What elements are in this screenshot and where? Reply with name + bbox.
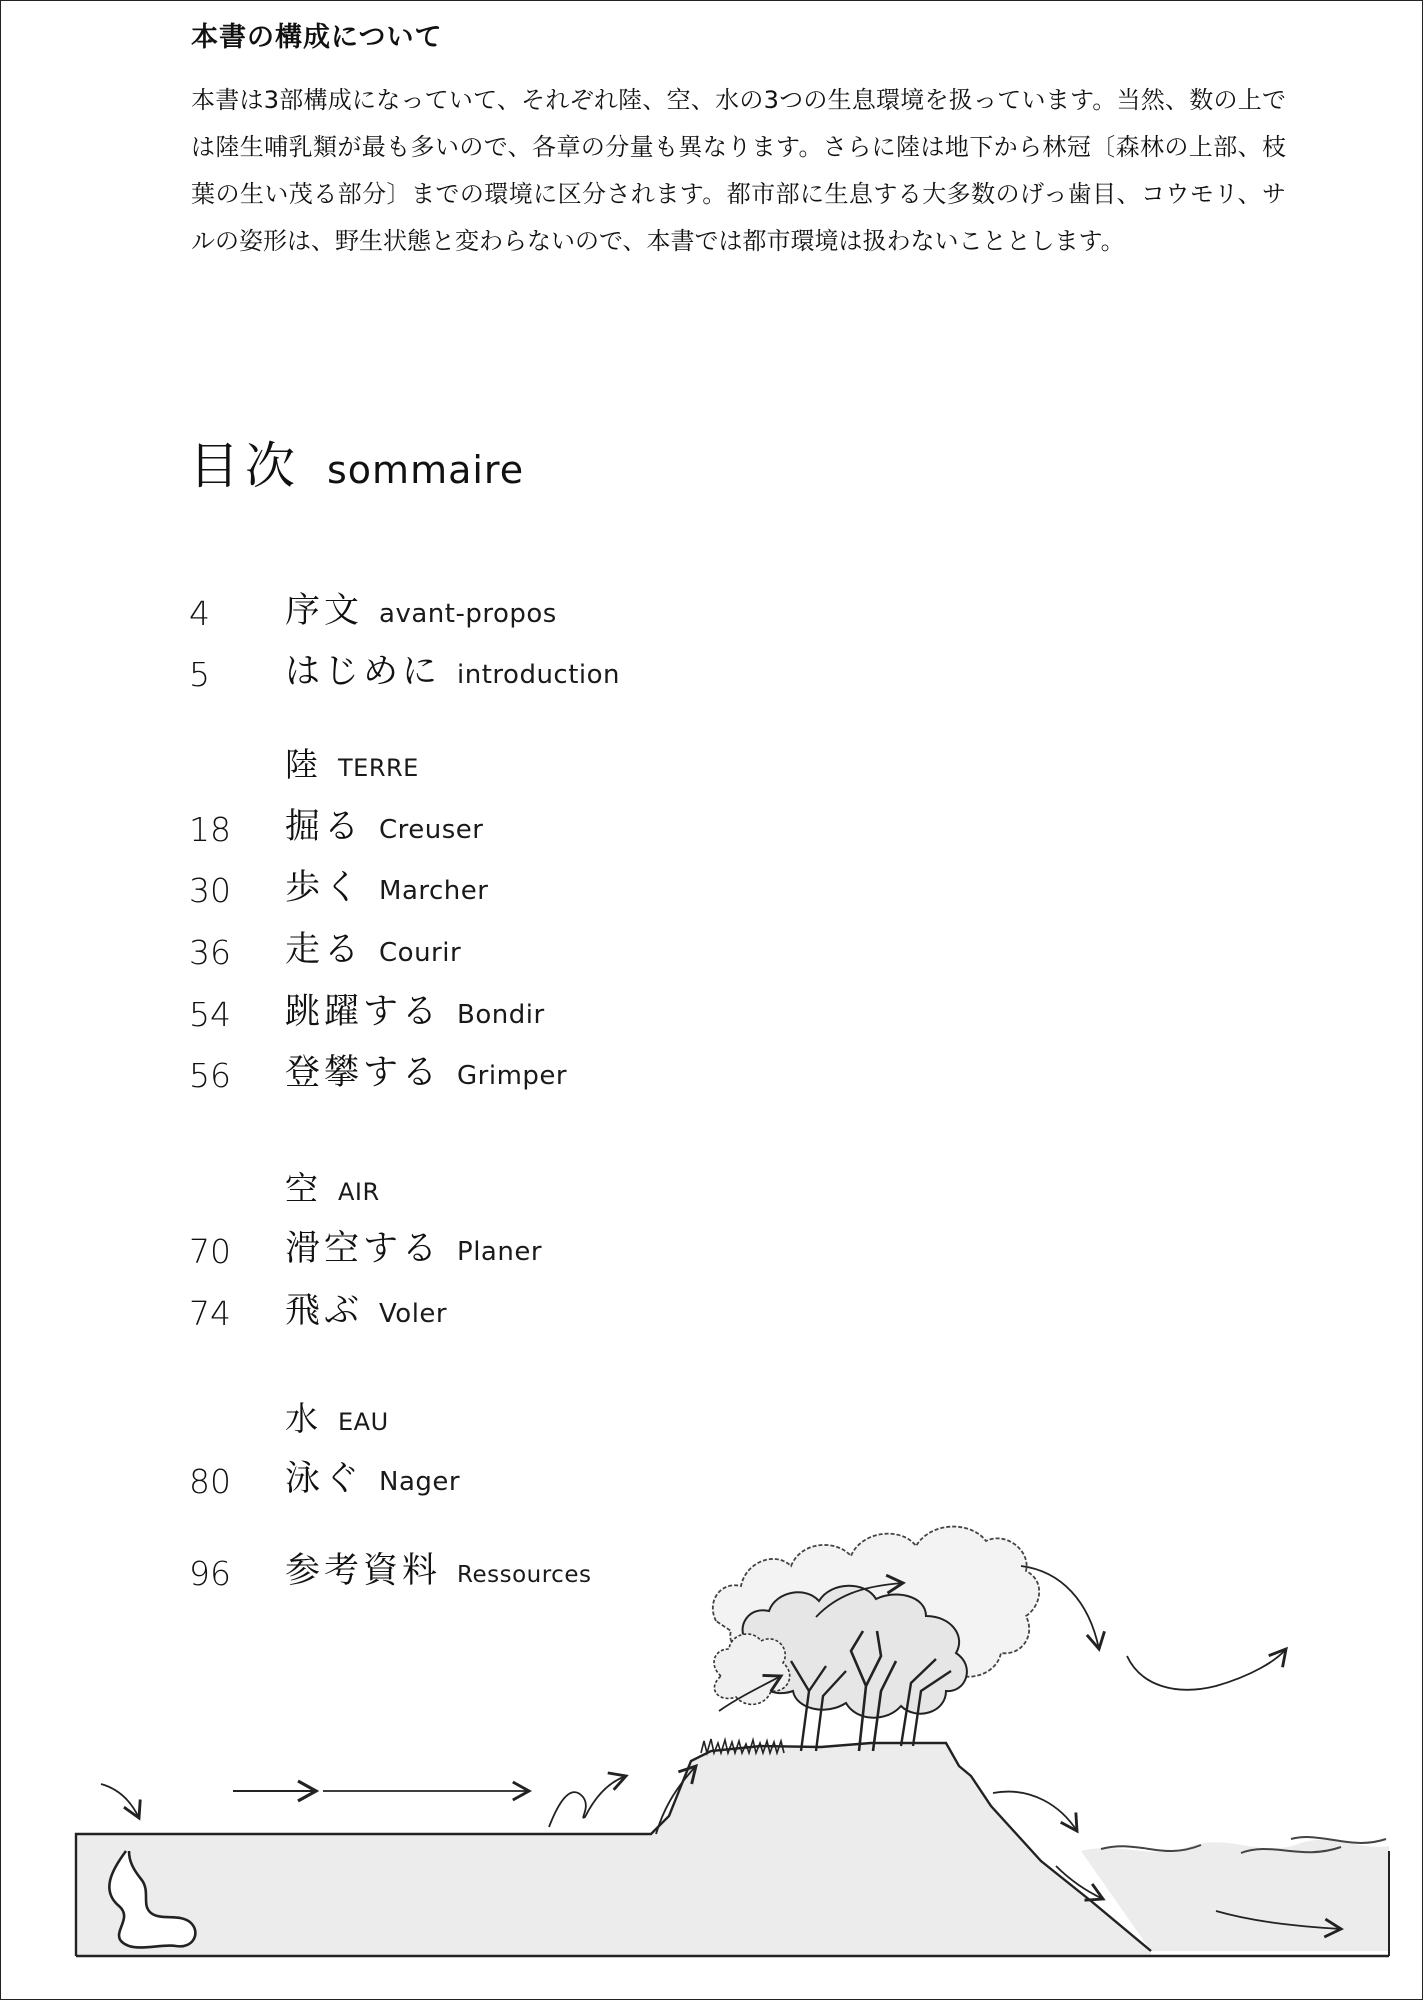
toc-entry-fr: avant-propos	[379, 599, 557, 629]
toc-entry-jp-text: 参考資料	[285, 1551, 442, 1591]
toc-entry	[1, 930, 901, 980]
toc-section-fr: EAU	[338, 1408, 389, 1436]
toc-entry-jp-text: はじめに	[285, 652, 442, 692]
toc-section-jp	[285, 1163, 380, 1210]
toc-entry-jp-text: 泳ぐ	[285, 1459, 364, 1499]
toc-entry-jp	[285, 984, 545, 1034]
toc-entry	[1, 1229, 901, 1279]
toc-entry-fr: Creuser	[379, 815, 484, 845]
toc-entry-jp	[285, 799, 484, 849]
toc-entry-fr: Planer	[457, 1237, 543, 1267]
toc-entry-fr: Nager	[379, 1467, 461, 1497]
toc-entry-jp	[285, 860, 488, 910]
habitat-illustration	[1, 1421, 1422, 1999]
toc-title	[189, 426, 524, 498]
toc-page-number: 36	[189, 933, 231, 972]
toc-page-number: 5	[189, 655, 210, 694]
toc-section-fr: AIR	[338, 1178, 380, 1206]
arrow-fly	[1127, 1649, 1286, 1690]
toc-page-number: 74	[189, 1294, 231, 1333]
toc-page-number: 80	[189, 1462, 231, 1501]
toc-entry	[1, 591, 901, 641]
toc-entry-fr: Ressources	[457, 1562, 592, 1588]
toc-entry	[1, 868, 901, 918]
toc-entry-jp-text: 掘る	[285, 807, 364, 847]
toc-entry-jp-text: 登攀する	[285, 1053, 442, 1093]
about-body-text: 本書は3部構成になっていて、それぞれ陸、空、水の3つの生息環境を扱っています。当然、数の上では陸生哺乳類が最も多いので、各章の分量も異なります。さらに陸は地下から林冠〔森林の上部、枝葉の生い茂る部分〕までの環境に区分されます。都市部に生息する大多数のげっ歯目、コウモリ、サルの姿形は、野生状態と変わらないので、本書では都市環境は扱わないこととします。	[191, 86, 1286, 255]
toc-section-header	[1, 744, 901, 794]
toc-entry	[1, 1291, 901, 1341]
toc-entry-jp-text: 滑空する	[285, 1229, 442, 1269]
toc-page-number: 70	[189, 1232, 231, 1271]
toc-entry-jp	[285, 1283, 447, 1333]
arrow-dig	[101, 1784, 139, 1818]
toc-entry-jp	[285, 644, 620, 694]
toc-entry-fr: Marcher	[379, 876, 489, 906]
toc-entry-fr: Courir	[379, 938, 462, 968]
toc-entry-fr: Grimper	[457, 1061, 568, 1091]
toc-page-number: 56	[189, 1056, 231, 1095]
toc-entry-fr: introduction	[457, 660, 621, 690]
toc-section-header	[1, 1168, 901, 1218]
toc-page-number: 54	[189, 995, 231, 1034]
toc-entry-fr: Bondir	[457, 1000, 545, 1030]
toc-page-number: 18	[189, 810, 231, 849]
toc-section-fr: TERRE	[338, 754, 419, 782]
toc-section-jp-text: 空	[285, 1169, 322, 1208]
toc-entry-jp-text: 走る	[285, 930, 364, 970]
toc-entry-jp-text: 序文	[285, 591, 364, 631]
toc-page-number: 4	[189, 594, 210, 633]
toc-entry-jp-text: 飛ぶ	[285, 1291, 364, 1331]
toc-entry	[1, 992, 901, 1042]
toc-page-number: 30	[189, 871, 231, 910]
toc-title-jp: 目次	[189, 437, 301, 495]
toc-section-jp	[285, 739, 419, 786]
toc-page-number: 96	[189, 1554, 231, 1593]
toc-entry-jp-text: 跳躍する	[285, 992, 442, 1032]
arrow-jump	[549, 1776, 626, 1827]
toc-entry	[1, 1053, 901, 1103]
ground-area	[76, 1743, 1151, 1956]
toc-title-fr: sommaire	[327, 448, 525, 492]
toc-entry	[1, 807, 901, 857]
toc-section-jp-text: 陸	[285, 745, 322, 784]
toc-entry-jp-text: 歩く	[285, 868, 364, 908]
about-heading: 本書の構成について	[191, 22, 443, 53]
toc-entry	[1, 652, 901, 702]
toc-entry-jp	[285, 1221, 542, 1271]
toc-entry-fr: Voler	[379, 1299, 448, 1329]
toc-entry-jp	[285, 583, 557, 633]
toc-section-jp-text: 水	[285, 1399, 322, 1438]
toc-entry-jp	[285, 922, 461, 972]
toc-entry-jp	[285, 1045, 567, 1095]
